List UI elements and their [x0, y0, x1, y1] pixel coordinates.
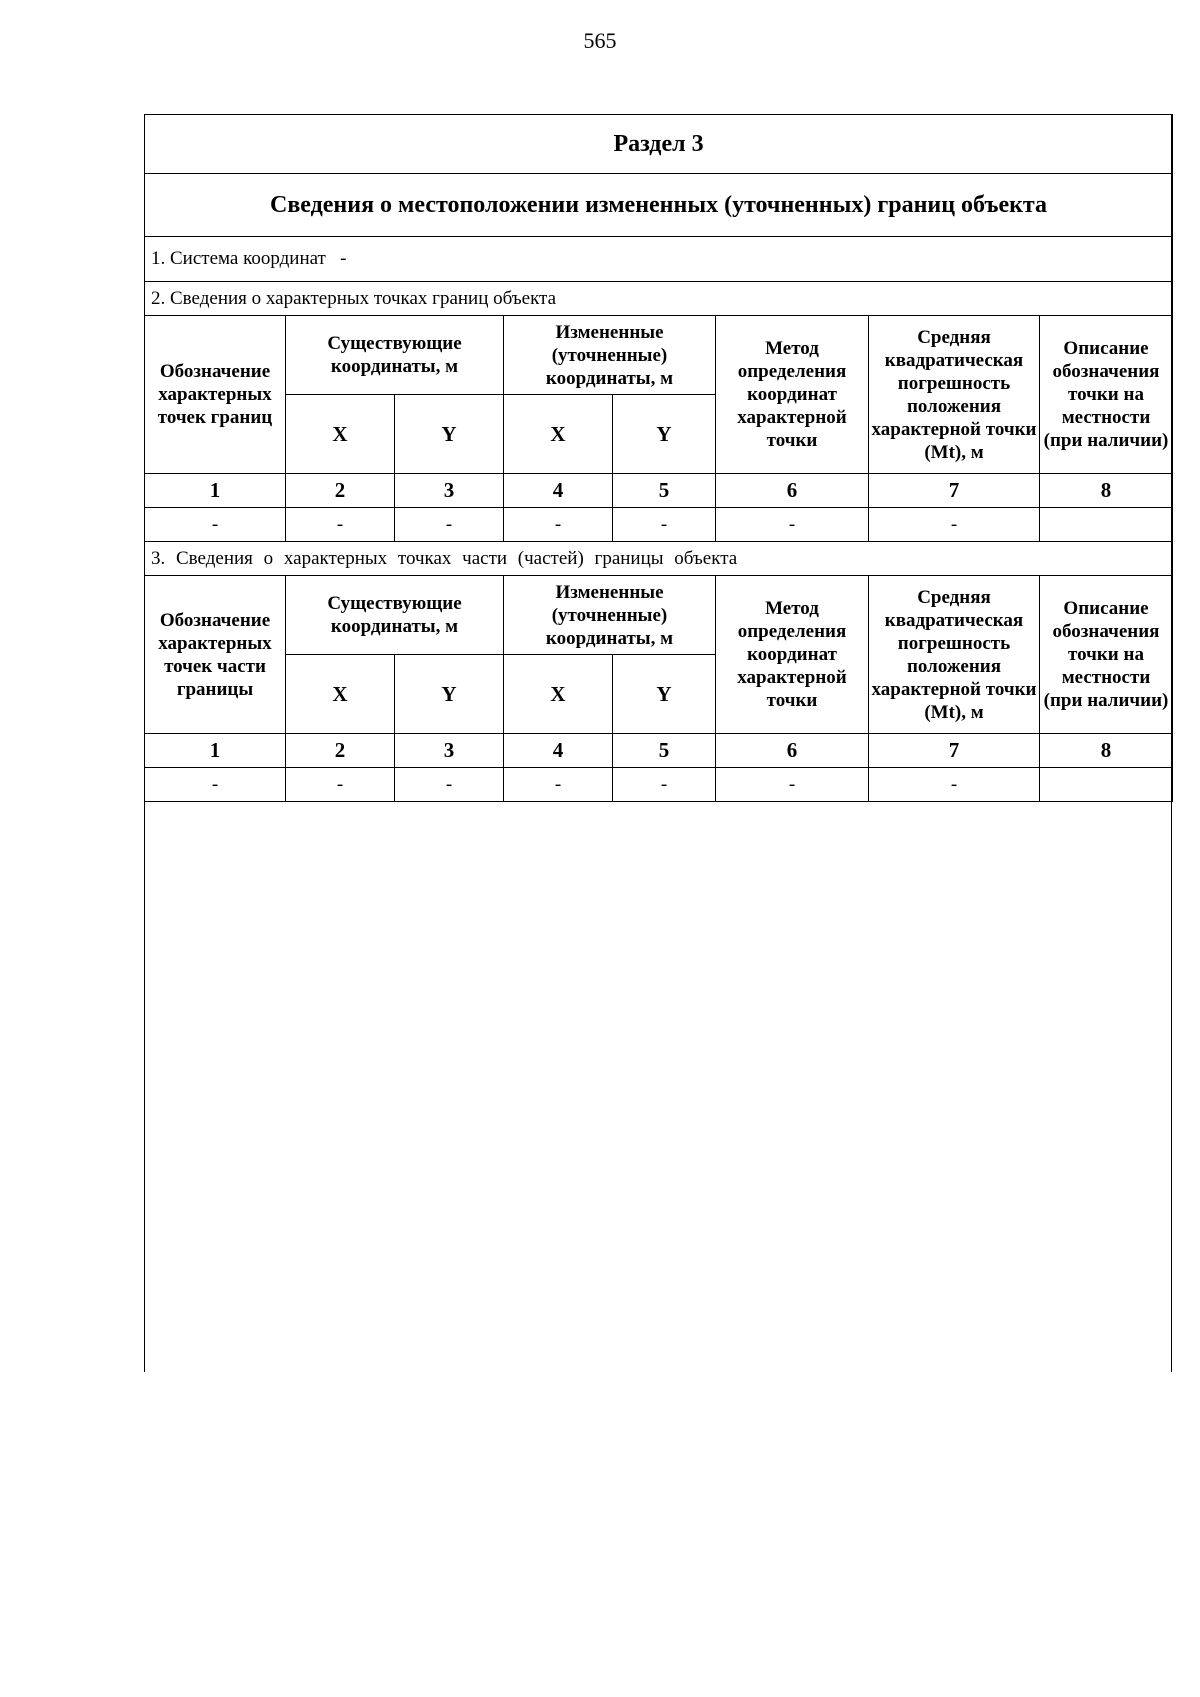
table1-col-number: 5 — [613, 474, 716, 508]
table1-col-number: 7 — [869, 474, 1040, 508]
table1-cell — [1040, 508, 1173, 542]
page-number: 565 — [583, 28, 617, 53]
table1-cell: - — [145, 508, 286, 542]
table1-col-number: 6 — [716, 474, 869, 508]
table2-col-number: 2 — [286, 734, 395, 768]
table1-cell: - — [286, 508, 395, 542]
table1-header-existing-x: X — [286, 395, 395, 474]
table1-col-number: 2 — [286, 474, 395, 508]
table1-header-accuracy: Средняя квадратическая погрешность положения характерной точки (Mt), м — [869, 316, 1040, 474]
table2-caption: 3. Сведения о характерных точках части (частей) границы объекта — [145, 542, 1173, 576]
table2-col-number: 6 — [716, 734, 869, 768]
table2-header-changed-y: Y — [613, 655, 716, 734]
table1-cell: - — [504, 508, 613, 542]
table1-header-existing: Существующие координаты, м — [286, 316, 504, 395]
table2-cell: - — [613, 768, 716, 802]
table2-number-row — [145, 734, 1173, 768]
table1-cell: - — [869, 508, 1040, 542]
table1-caption: 2. Сведения о характерных точках границ объекта — [145, 282, 1173, 316]
section-subtitle: Сведения о местоположении измененных (уточненных) границ объекта — [145, 174, 1173, 237]
table2-cell: - — [286, 768, 395, 802]
table1-col-number: 8 — [1040, 474, 1173, 508]
table1-header-changed-x: X — [504, 395, 613, 474]
table2-header-designation: Обозначение характерных точек части границы — [145, 576, 286, 734]
table-row — [145, 508, 1173, 542]
section-table — [144, 114, 1173, 802]
table2-cell: - — [869, 768, 1040, 802]
table2-header-accuracy: Средняя квадратическая погрешность положения характерной точки (Mt), м — [869, 576, 1040, 734]
table1-cell: - — [613, 508, 716, 542]
table2-header-existing-y: Y — [395, 655, 504, 734]
section-title: Раздел 3 — [145, 115, 1173, 174]
table2-header-existing: Существующие координаты, м — [286, 576, 504, 655]
table2-cell: - — [504, 768, 613, 802]
table1-cell: - — [395, 508, 504, 542]
table1-col-number: 4 — [504, 474, 613, 508]
table2-col-number: 8 — [1040, 734, 1173, 768]
table1-header-changed: Измененные (уточненные) координаты, м — [504, 316, 716, 395]
table2-header-description: Описание обозначения точки на местности (при наличии) — [1040, 576, 1173, 734]
table2-header-existing-x: X — [286, 655, 395, 734]
table1-col-number: 3 — [395, 474, 504, 508]
table1-header-method: Метод определения координат характерной точки — [716, 316, 869, 474]
table2-col-number: 3 — [395, 734, 504, 768]
table2-col-number: 7 — [869, 734, 1040, 768]
table2-cell: - — [716, 768, 869, 802]
table1-header-changed-y: Y — [613, 395, 716, 474]
table1-number-row — [145, 474, 1173, 508]
table-row — [145, 768, 1173, 802]
table2-cell — [1040, 768, 1173, 802]
table2-col-number: 4 — [504, 734, 613, 768]
table1-header-description: Описание обозначения точки на местности (при наличии) — [1040, 316, 1173, 474]
table2-col-number: 5 — [613, 734, 716, 768]
table1-header-designation: Обозначение характерных точек границ — [145, 316, 286, 474]
table2-cell: - — [145, 768, 286, 802]
table2-col-number: 1 — [145, 734, 286, 768]
coordinate-system: 1. Система координат - — [145, 237, 1173, 282]
table2-header-changed-x: X — [504, 655, 613, 734]
table1-cell: - — [716, 508, 869, 542]
table1-header-existing-y: Y — [395, 395, 504, 474]
table2-header-changed: Измененные (уточненные) координаты, м — [504, 576, 716, 655]
table1-col-number: 1 — [145, 474, 286, 508]
table2-header-method: Метод определения координат характерной точки — [716, 576, 869, 734]
table2-cell: - — [395, 768, 504, 802]
table1-header-row — [145, 316, 1173, 395]
table2-header-row — [145, 576, 1173, 655]
